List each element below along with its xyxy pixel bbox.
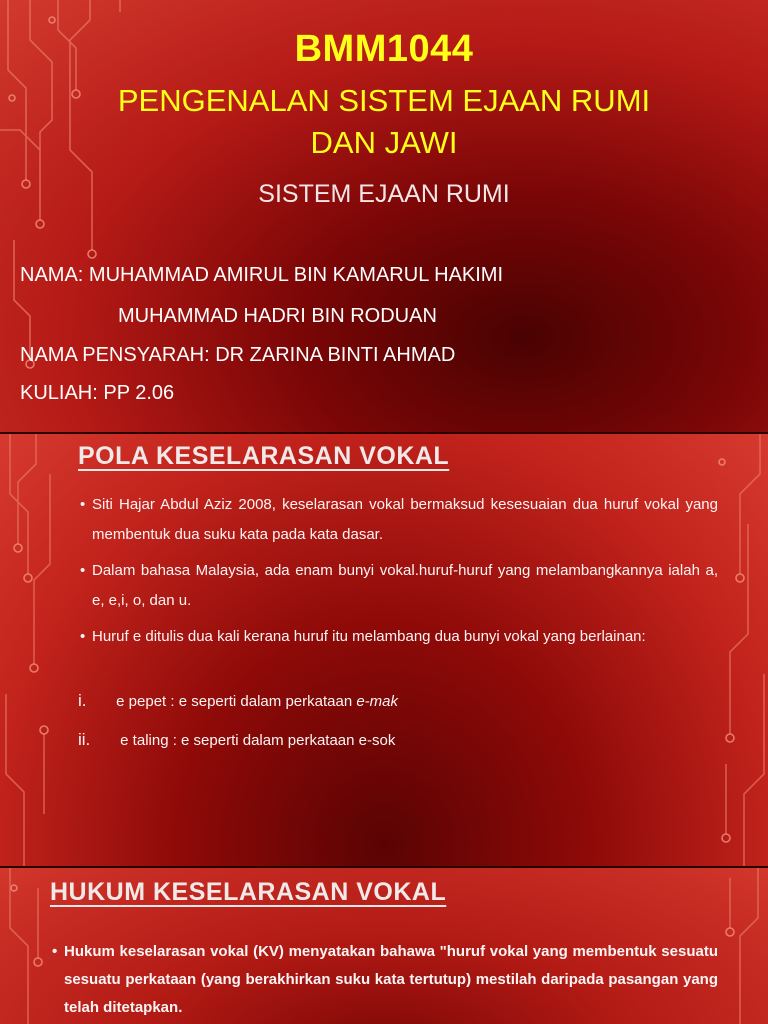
item-text: e taling : e seperti dalam perkataan e-sok <box>120 732 396 749</box>
name-label: NAMA: <box>20 264 84 286</box>
class-line: KULIAH: PP 2.06 <box>20 382 175 404</box>
item-number: ii. <box>78 730 91 749</box>
student-name-line-1 <box>20 264 503 287</box>
lecturer-line: NAMA PENSYARAH: DR ZARINA BINTI AHMAD <box>20 344 456 366</box>
bullet-item: • Huruf e ditulis dua kali kerana huruf itu melambang dua bunyi vokal yang berlainan: <box>92 622 718 652</box>
student-name-line-2 <box>20 305 437 328</box>
bullet-item: • Dalam bahasa Malaysia, ada enam bunyi vokal.huruf-huruf yang melambangkannya ialah a, e, e,i, o, dan u. <box>92 556 718 616</box>
vowel-pattern-slide <box>0 434 768 866</box>
vowel-law-slide <box>0 868 768 1024</box>
section-title: HUKUM KESELARASAN VOKAL <box>50 878 447 906</box>
course-code: BMM1044 <box>294 28 474 70</box>
bullet-icon: • <box>80 628 86 645</box>
bullet-item: • Hukum keselarasan vokal (KV) menyatakan bahawa "huruf vokal yang membentuk sesuatu sesuatu perkataan (yang berakhirkan suku kata tertutup) mestilah daripada pasangan yang telah ditetapkan. <box>64 938 718 1022</box>
bullet-icon: • <box>52 943 58 960</box>
item-emphasis: e-mak <box>356 693 399 710</box>
slide-subtitle: SISTEM EJAAN RUMI <box>258 180 510 208</box>
section-title: POLA KESELARASAN VOKAL <box>78 442 450 470</box>
student-name-2: MUHAMMAD HADRI BIN RODUAN <box>118 305 437 327</box>
course-title: PENGENALAN SISTEM EJAAN RUMI DAN JAWI <box>117 83 651 160</box>
title-slide <box>0 0 768 432</box>
student-name-1: MUHAMMAD AMIRUL BIN KAMARUL HAKIMI <box>88 264 504 286</box>
item-number: i. <box>78 691 87 710</box>
bullet-icon: • <box>80 496 86 513</box>
bullet-item: • Siti Hajar Abdul Aziz 2008, keselarasan vokal bermaksud kesesuaian dua huruf vokal yang membentuk dua suku kata pada kata dasar. <box>92 490 718 550</box>
list-item <box>78 730 395 750</box>
list-item <box>78 691 398 711</box>
item-text: e pepet : e seperti dalam perkataan <box>116 693 357 710</box>
bullet-icon: • <box>80 562 86 579</box>
